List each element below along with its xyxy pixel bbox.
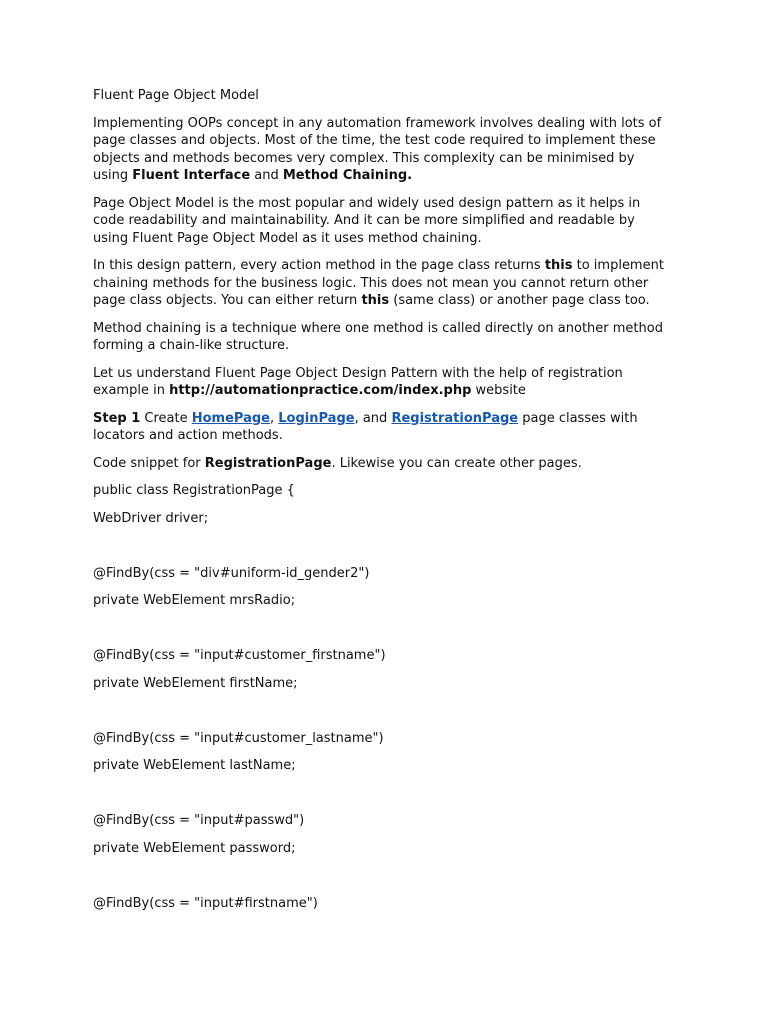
- bold-fluent-interface: Fluent Interface: [132, 168, 251, 183]
- blank-line: [93, 702, 672, 720]
- example-text-a: Let us understand Fluent Page Object Design Pattern with the help of registration example in: [93, 365, 623, 398]
- snippet-text-a: Code snippet for: [93, 455, 205, 471]
- paragraph-example: [93, 365, 672, 400]
- link-registrationpage[interactable]: RegistrationPage: [391, 410, 519, 426]
- pattern-text-c: (same class) or another page class too.: [389, 293, 650, 308]
- code-line-findby-gender: @FindBy(css = "div#uniform-id_gender2"): [93, 565, 370, 581]
- step-text-b: page classes with locators and action methods.: [93, 410, 638, 443]
- code-line-mrsradio: private WebElement mrsRadio;: [93, 593, 296, 608]
- code-line-class: public class RegistrationPage {: [93, 483, 295, 498]
- step-text-a: Create: [140, 410, 192, 426]
- link-homepage[interactable]: HomePage: [191, 410, 270, 426]
- step-sep-2: , and: [354, 410, 392, 426]
- pattern-text-a: In this design pattern, every action method in the page class returns: [93, 258, 545, 273]
- step-sep-1: ,: [270, 410, 279, 426]
- bold-url: http://automationpractice.com/index.php: [169, 383, 472, 398]
- blank-line: [93, 620, 672, 638]
- bold-method-chaining: Method Chaining.: [282, 168, 413, 183]
- intro-and: and: [250, 168, 283, 183]
- pattern-text-b: to implement chaining methods for the business logic. This does not mean you cannot return other page class objects. You can either return: [93, 258, 664, 308]
- paragraph-step-1: [93, 410, 672, 445]
- code-line-findby-lastname: @FindBy(css = "input#customer_lastname"): [93, 730, 384, 746]
- code-line-password: private WebElement password;: [93, 840, 296, 856]
- code-line-firstname: private WebElement firstName;: [93, 675, 298, 691]
- bold-registrationpage: RegistrationPage: [204, 455, 332, 471]
- intro-text: Implementing OOPs concept in any automation framework involves dealing with lots of page classes and objects. Most of the time, the test code required to implement these objects and methods becomes very complex. This complexity can be minimised by using: [93, 115, 662, 183]
- snippet-text-b: . Likewise you can create other pages.: [331, 455, 582, 471]
- bold-this-2: this: [361, 293, 390, 308]
- code-line-findby-passwd: @FindBy(css = "input#passwd"): [93, 813, 305, 828]
- blank-line: [93, 785, 672, 803]
- blank-line: [93, 867, 672, 885]
- code-line-driver: WebDriver driver;: [93, 510, 209, 526]
- paragraph-method-chaining: Method chaining is a technique where one method is called directly on another method forming a chain-like structure.: [93, 320, 663, 353]
- paragraph-pom: Page Object Model is the most popular and widely used design pattern as it helps in code readability and maintainability. And it can be more simplified and readable by using Fluent Page Object Model as it uses method chaining.: [93, 195, 641, 246]
- code-line-findby-firstname-2: @FindBy(css = "input#firstname"): [93, 895, 318, 911]
- paragraph-pattern: [93, 257, 672, 310]
- document-title: Fluent Page Object Model: [93, 88, 259, 103]
- example-text-b: website: [471, 383, 526, 398]
- blank-line: [93, 537, 672, 555]
- code-line-findby-firstname: @FindBy(css = "input#customer_firstname"): [93, 648, 386, 663]
- code-line-lastname: private WebElement lastName;: [93, 758, 296, 773]
- step-label: Step 1: [93, 410, 141, 426]
- link-loginpage[interactable]: LoginPage: [278, 410, 355, 426]
- paragraph-intro: [93, 115, 672, 185]
- bold-this-1: this: [544, 258, 573, 273]
- paragraph-snippet: [93, 455, 672, 473]
